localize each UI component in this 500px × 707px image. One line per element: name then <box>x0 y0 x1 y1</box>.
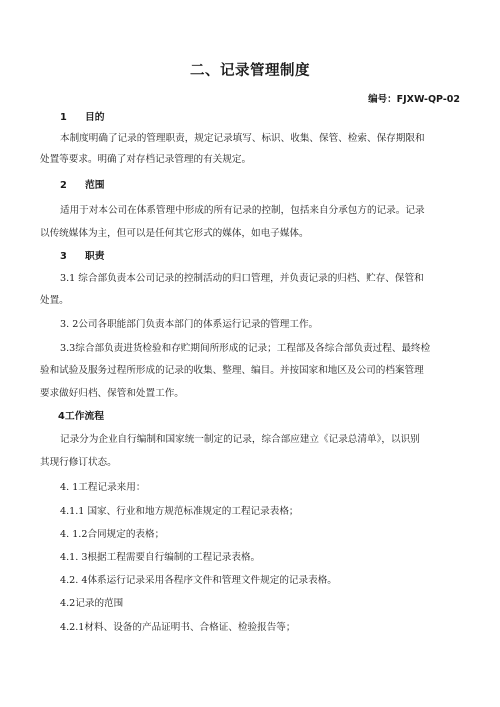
paragraph-line: 4. 1工程记录来用： <box>60 482 146 493</box>
paragraph-line: 要求做好归档、保管和处置工作。 <box>40 388 184 399</box>
paragraph-line: 其现行修订状态。 <box>40 457 117 468</box>
paragraph-line: 3.1 综合部负责本公司记录的控制活动的归口管理，并负责记录的归档、贮存、保管和 <box>60 273 424 284</box>
section-title: 范围 <box>85 180 105 191</box>
section-number: 2 <box>60 180 67 191</box>
document-number: 编号：FJXW-QP-02 <box>368 94 460 105</box>
section-heading-workflow: 4工作流程 <box>58 411 105 422</box>
paragraph-line: 4.1.1 国家、行业和地方规范标准规定的工程记录表格； <box>60 506 299 517</box>
section-heading-duties <box>40 250 460 264</box>
paragraph-line: 处置等要求。明确了对存档记录管理的有关规定。 <box>40 154 252 165</box>
paragraph-line: 4.2记录的范围 <box>60 598 124 609</box>
paragraph-line: 以传统媒体为主，但可以是任何其它形式的媒体，如电子媒体。 <box>40 228 309 239</box>
paragraph-line: 适用于对本公司在体系管理中形成的所有记录的控制，包括来自分承包方的记录。记录 <box>60 205 425 216</box>
section-heading-purpose <box>40 111 460 125</box>
paragraph-line: 4.1. 3根据工程需要自行编制的工程记录表格。 <box>60 552 261 563</box>
paragraph-line: 本制度明确了记录的管理职责，规定记录填写、标识、收集、保管、检索、保存期限和 <box>60 133 425 144</box>
paragraph-line: 3.3综合部负责进货检验和存贮期间所形成的记录；工程部及各综合部负责过程、最终检 <box>60 343 431 354</box>
section-number: 1 <box>60 112 67 123</box>
paragraph-line: 4. 1.2合同规定的表格； <box>60 529 165 540</box>
section-heading-scope <box>40 179 460 193</box>
paragraph-line: 4.2.1材料、设备的产品证明书、合格证、检验报告等； <box>60 622 296 633</box>
paragraph-line: 处置。 <box>40 295 69 306</box>
page-title: 二、记录管理制度 <box>190 63 310 79</box>
section-title: 目的 <box>85 112 105 123</box>
paragraph-line: 4.2. 4体系运行记录采用各程序文件和管理文件规定的记录表格。 <box>60 575 337 586</box>
section-title: 职责 <box>85 251 105 262</box>
paragraph-line: 3. 2公司各职能部门负责本部门的体系运行记录的管理工作。 <box>60 319 319 330</box>
paragraph-line: 记录分为企业自行编制和国家统一制定的记录，综合部应建立《记录总清单》，以识别 <box>60 434 420 445</box>
section-number: 3 <box>60 251 67 262</box>
paragraph-line: 验和试验及服务过程所形成的记录的收集、整理、编目。并按国家和地区及公司的档案管理 <box>40 365 424 376</box>
